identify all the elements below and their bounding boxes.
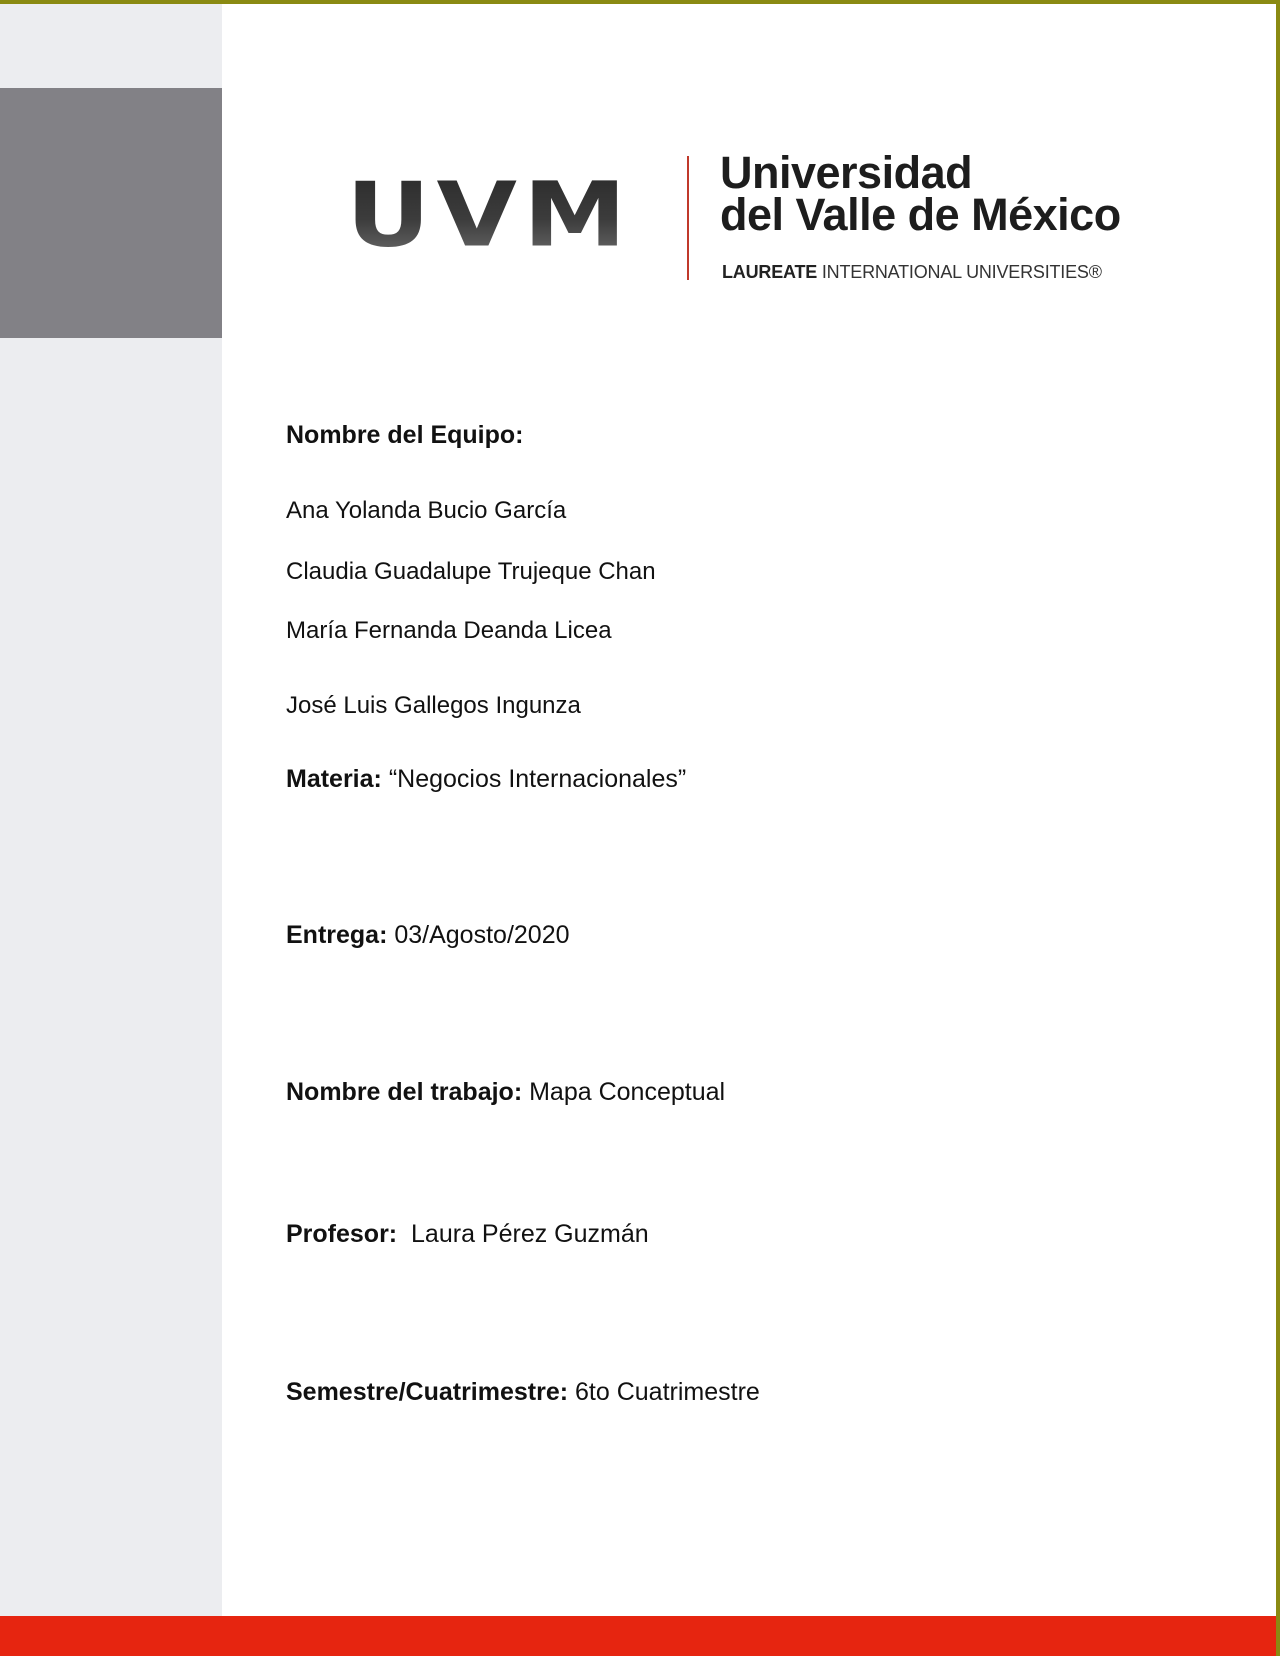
team-label: Nombre del Equipo: (286, 421, 524, 449)
logo-tagline-bold: LAUREATE (722, 262, 818, 282)
logo-tagline-rest: INTERNATIONAL UNIVERSITIES® (817, 262, 1102, 282)
subject-line (286, 764, 686, 794)
logo-tagline (722, 262, 1102, 282)
semester-label: Semestre/Cuatrimestre: (286, 1378, 569, 1406)
professor-value: Laura Pérez Guzmán (397, 1220, 649, 1248)
delivery-value: 03/Agosto/2020 (387, 921, 570, 949)
uvm-logo (346, 147, 1126, 288)
team-heading (286, 420, 524, 450)
bottom-red-bar (0, 1616, 1280, 1656)
team-member: María Fernanda Deanda Licea (286, 617, 612, 644)
work-name-line (286, 1077, 725, 1107)
work-label: Nombre del trabajo: (286, 1078, 523, 1106)
delivery-line (286, 920, 570, 950)
semester-line (286, 1377, 760, 1407)
logo-acronym: UVM (346, 162, 633, 268)
team-member: José Luis Gallegos Ingunza (286, 692, 581, 719)
logo-name-line-1: Universidad (720, 147, 973, 198)
semester-value: 6to Cuatrimestre (568, 1378, 760, 1406)
professor-line (286, 1219, 649, 1249)
logo-name-line-2: del Valle de México (720, 189, 1121, 240)
subject-label: Materia: (286, 765, 382, 793)
logo-divider (687, 156, 689, 280)
team-member: Claudia Guadalupe Trujeque Chan (286, 558, 656, 585)
professor-label: Profesor: (286, 1220, 398, 1248)
work-value: Mapa Conceptual (522, 1078, 726, 1106)
subject-value: “Negocios Internacionales” (381, 765, 687, 793)
team-member: Ana Yolanda Bucio García (286, 497, 567, 524)
logo-university-name (720, 147, 1121, 240)
gray-accent-block (0, 88, 222, 338)
delivery-label: Entrega: (286, 921, 388, 949)
